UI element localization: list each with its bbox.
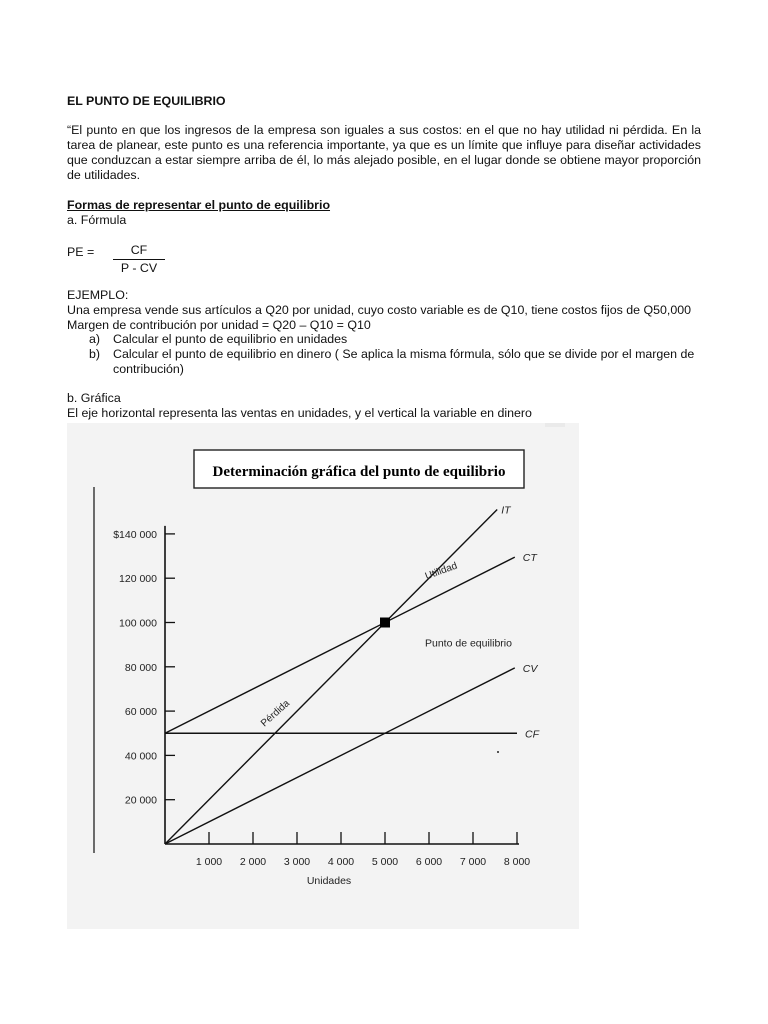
x-tick-label: 3 000 [283,856,311,868]
breakeven-marker [380,618,390,628]
x-tick-label: 7 000 [459,856,487,868]
chart-figure [67,423,579,929]
y-tick-label: 100 000 [119,617,157,630]
document-title: EL PUNTO DE EQUILIBRIO [67,94,226,108]
x-tick-label: 8 000 [503,856,531,868]
intro-paragraph: “El punto en que los ingresos de la empresa son iguales a sus costos: en el que no hay utilidad ni pérdida. En la tarea de planear, este punto es una referencia importante, ya que es un límite que influye para diseñar actividades que conduzcan a estar siempre arriba de él, lo más alejado posible, en el lugar donde se obtiene mayor proporción de utilidades. [67,123,701,182]
y-tick-label: 20 000 [124,794,157,807]
scan-speck [545,423,565,427]
series-line-cv [165,668,515,844]
task-marker: a) [89,332,101,346]
chart-title: Determinación gráfica del punto de equilibrio [212,464,506,480]
annotation-prdida: Pérdida [259,698,293,730]
y-tick-label: 60 000 [124,706,157,719]
example-heading: EJEMPLO: [67,288,129,302]
graph-label: b. Gráfica [67,391,121,405]
graph-description: El eje horizontal representa las ventas en unidades, y el vertical la variable en dinero [67,406,532,420]
task-list [67,332,707,377]
annotation-utilidad: Utilidad [423,560,459,583]
margin-text: Margen de contribución por unidad = Q20 – Q10 = Q10 [67,318,371,332]
y-tick-label: 80 000 [124,661,157,674]
formula-lhs: PE = [67,245,95,259]
formula-label: a. Fórmula [67,213,127,227]
x-tick-label: 4 000 [327,856,355,868]
x-tick-label: 1 000 [195,856,223,868]
task-text: Calcular el punto de equilibrio en dinero ( Se aplica la misma fórmula, sólo que se divide por el margen de contribución) [113,347,695,376]
series-label-it: IT [501,504,511,517]
task-item-a [67,332,707,347]
series-label-cf: CF [525,728,539,741]
formula-denominator: P - CV [120,261,158,275]
plot-area [94,423,565,887]
x-tick-label: 6 000 [415,856,443,868]
series-line-it [165,510,497,844]
scan-speck [497,751,499,753]
x-tick-label: 5 000 [371,856,399,868]
y-tick-label: $140 000 [113,528,157,541]
series-label-cv: CV [522,662,538,675]
formula-fraction [113,243,165,276]
y-tick-label: 120 000 [119,573,157,586]
task-text: Calcular el punto de equilibrio en unidades [113,332,348,346]
section-heading: Formas de representar el punto de equilibrio [67,198,331,212]
y-tick-label: 40 000 [124,750,157,763]
breakeven-chart [67,423,579,929]
x-tick-label: 2 000 [239,856,267,868]
formula-numerator: CF [113,243,165,260]
task-item-b [67,347,703,377]
series-label-ct: CT [522,552,537,565]
example-text: Una empresa vende sus artículos a Q20 por unidad, cuyo costo variable es de Q10, tiene costos fijos de Q50,000 [67,303,692,317]
task-marker: b) [89,347,101,361]
x-axis-label: Unidades [306,875,352,887]
breakeven-label: Punto de equilibrio [425,637,512,650]
